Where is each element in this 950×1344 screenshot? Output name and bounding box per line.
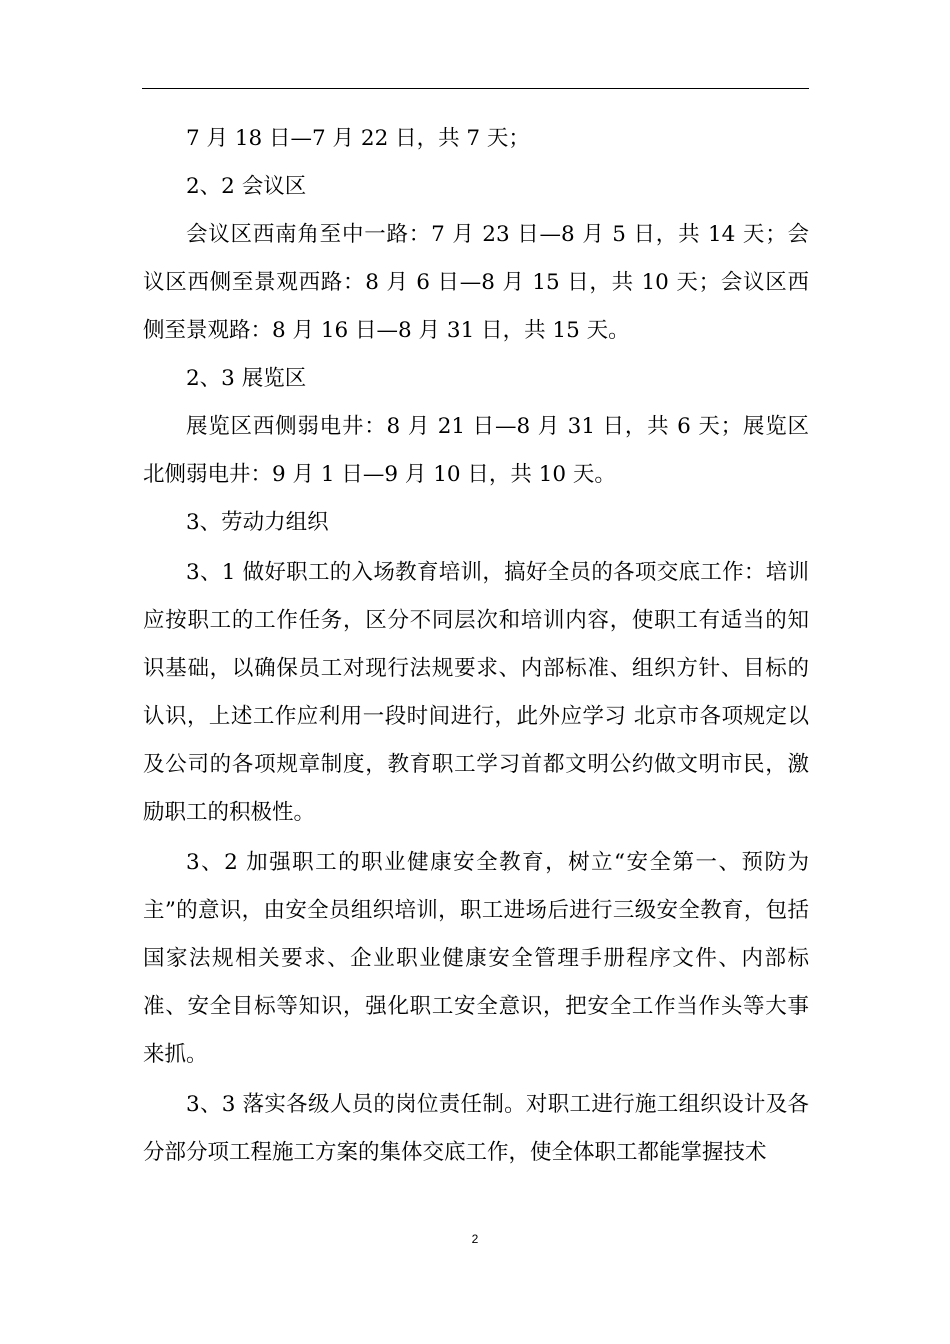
heading-meeting-area: 2、2 会议区 xyxy=(186,174,307,199)
paragraph-safety-education: 3、2 加强职工的职业健康安全教育，树立“安全第一、预防为主”的意识，由安全员组织培训，职工进场后进行三级安全教育，包括国家法规相关要求、企业职业健康安全管理手册程序文件、内部标准、安全目标等知识，强化职工安全意识，把安全工作当作头等大事来抓。 xyxy=(143,850,809,1067)
paragraph-dates-continued: 7 月 18 日—7 月 22 日，共 7 天； xyxy=(186,126,530,151)
paragraph-exhibition-area-schedule: 展览区西侧弱电井：8 月 21 日—8 月 31 日，共 6 天；展览区北侧弱电井：9 月 1 日—9 月 10 日，共 10 天。 xyxy=(143,414,809,487)
heading-labor-organization: 3、劳动力组织 xyxy=(186,510,329,535)
paragraph-meeting-area-schedule: 会议区西南角至中一路：7 月 23 日—8 月 5 日，共 14 天；会议区西侧至景观西路：8 月 6 日—8 月 15 日，共 10 天；会议区西侧至景观路：8 月 16 日—8 月 31 日，共 15 天。 xyxy=(143,222,809,343)
page-number: 2 xyxy=(471,1232,479,1246)
paragraph-responsibility: 3、3 落实各级人员的岗位责任制。对职工进行施工组织设计及各分部分项工程施工方案的集体交底工作，使全体职工都能掌握技术 xyxy=(143,1092,809,1165)
heading-exhibition-area: 2、3 展览区 xyxy=(186,366,307,391)
document-body xyxy=(143,115,809,1177)
header-rule xyxy=(142,88,809,89)
paragraph-training: 3、1 做好职工的入场教育培训，搞好全员的各项交底工作：培训应按职工的工作任务，区分不同层次和培训内容，使职工有适当的知识基础，以确保员工对现行法规要求、内部标准、组织方针、目标的认识，上述工作应利用一段时间进行，此外应学习 北京市各项规定以及公司的各项规章制度，教育职工学习首都文明公约做文明市民，激励职工的积极性。 xyxy=(143,560,809,825)
